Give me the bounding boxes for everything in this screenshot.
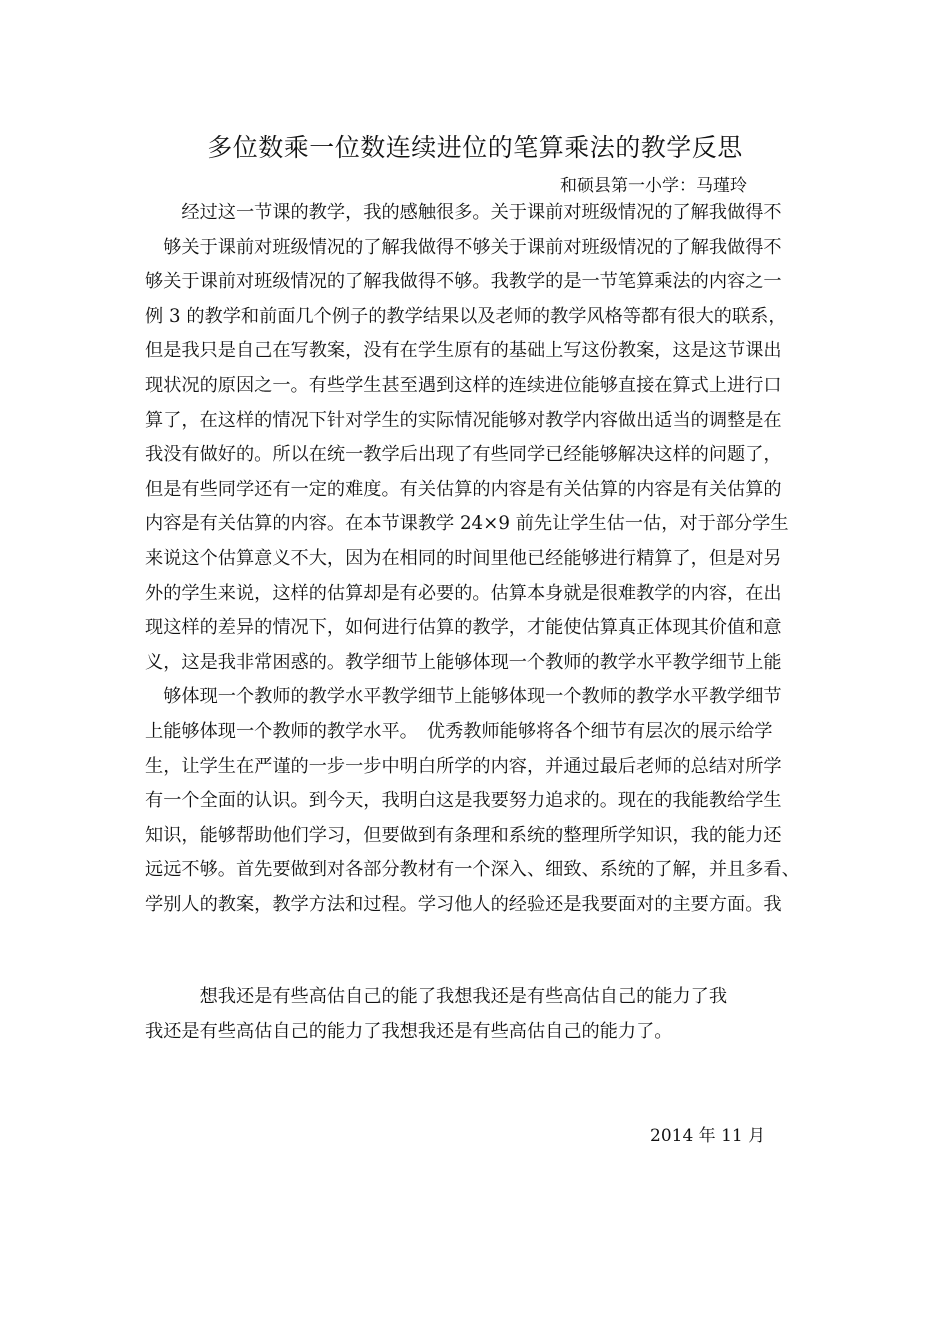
- text-line: 现这样的差异的情况下，如何进行估算的教学，才能使估算真正体现其价值和意: [145, 617, 782, 639]
- text-line: 外的学生来说，这样的估算却是有必要的。估算本身就是很难教学的内容，在出: [145, 582, 782, 604]
- text-line: 有一个全面的认识。到今天，我明白这是我要努力追求的。现在的我能教给学生: [145, 790, 782, 812]
- text-line: 我没有做好的。所以在统一教学后出现了有些同学已经能够解决这样的问题了，: [145, 444, 782, 466]
- text-line: 来说这个估算意义不大，因为在相同的时间里他已经能够进行精算了，但是对另: [145, 547, 782, 569]
- text-line: 内容是有关估算的内容。在本节课教学 24×9 前先让学生估一估，对于部分学生: [145, 513, 789, 535]
- text-line: 够关于课前对班级情况的了解我做得不够。我教学的是一节笔算乘法的内容之一: [145, 271, 782, 293]
- text-line: 但是有些同学还有一定的难度。有关估算的内容是有关估算的内容是有关估算的: [145, 478, 782, 500]
- text-line: 例 3 的教学和前面几个例子的教学结果以及老师的教学风格等都有很大的联系，: [145, 305, 787, 327]
- text-line: 够体现一个教师的教学水平教学细节上能够体现一个教师的教学水平教学细节: [145, 686, 782, 708]
- text-line: 知识，能够帮助他们学习，但要做到有条理和系统的整理所学知识，我的能力还: [145, 824, 782, 846]
- text-line: 学别人的教案，教学方法和过程。学习他人的经验还是我要面对的主要方面。我: [145, 893, 782, 915]
- text-line: 经过这一节课的教学，我的感触很多。关于课前对班级情况的了解我做得不: [145, 202, 782, 223]
- text-line: 够关于课前对班级情况的了解我做得不够关于课前对班级情况的了解我做得不: [145, 236, 782, 258]
- document-date: 2014 年 11 月: [650, 1126, 766, 1146]
- text-line: 现状况的原因之一。有些学生甚至遇到这样的连续进位能够直接在算式上进行口: [145, 374, 782, 396]
- text-line: 算了，在这样的情况下针对学生的实际情况能够对教学内容做出适当的调整是在: [145, 409, 782, 431]
- author-line: 和硕县第一小学：马瑾玲: [560, 176, 747, 196]
- body-paragraph-2: [145, 980, 810, 1049]
- text-line: 生，让学生在严谨的一步一步中明白所学的内容，并通过最后老师的总结对所学: [145, 755, 782, 777]
- body-paragraph-1: [145, 196, 810, 922]
- text-line: 但是我只是自己在写教案，没有在学生原有的基础上写这份教案，这是这节课出: [145, 340, 782, 362]
- text-line: 上能够体现一个教师的教学水平。 优秀教师能够将各个细节有层次的展示给学: [145, 720, 773, 742]
- text-line: 远远不够。首先要做到对各部分教材有一个深入、细致、系统的了解，并且多看、: [145, 859, 800, 881]
- text-line: 义，这是我非常困惑的。教学细节上能够体现一个教师的教学水平教学细节上能: [145, 651, 782, 673]
- text-line: 想我还是有些高估自己的能了我想我还是有些高估自己的能力了我: [145, 986, 728, 1007]
- page-title: 多位数乘一位数连续进位的笔算乘法的教学反思: [207, 133, 743, 162]
- text-line: 我还是有些高估自己的能力了我想我还是有些高估自己的能力了。: [145, 1020, 673, 1042]
